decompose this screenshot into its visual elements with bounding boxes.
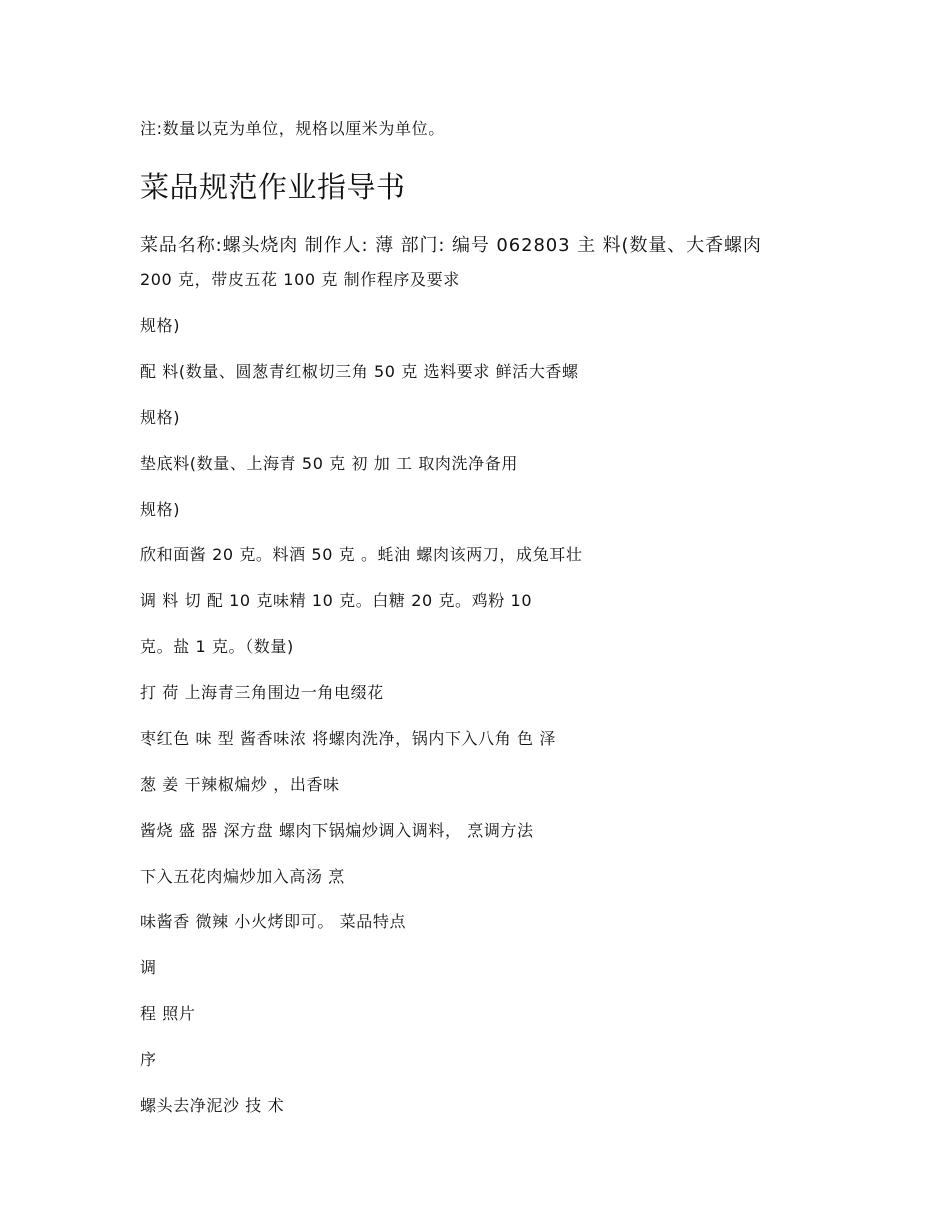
text-line: 规格) bbox=[140, 500, 181, 519]
text-line: 序 bbox=[140, 1050, 157, 1069]
text-line: 酱烧 盛 器 深方盘 螺肉下锅煸炒调入调料， 烹调方法 bbox=[140, 821, 534, 840]
dish-header-line: 菜品名称:螺头烧肉 制作人: 薄 部门: 编号 062803 主 料(数量、大香螺肉 bbox=[140, 235, 762, 256]
document-title: 菜品规范作业指导书 bbox=[140, 170, 406, 204]
text-line: 味酱香 微辣 小火烤即可。 菜品特点 bbox=[140, 912, 407, 931]
text-line: 配 料(数量、圆葱青红椒切三角 50 克 选料要求 鲜活大香螺 bbox=[140, 362, 579, 381]
text-line: 垫底料(数量、上海青 50 克 初 加 工 取肉洗净备用 bbox=[140, 454, 518, 473]
text-line: 螺头去净泥沙 技 术 bbox=[140, 1096, 285, 1115]
text-line: 克。盐 1 克。（数量) bbox=[140, 637, 294, 656]
text-line: 打 荷 上海青三角围边一角电缀花 bbox=[140, 683, 384, 702]
text-line: 200 克，带皮五花 100 克 制作程序及要求 bbox=[140, 270, 460, 289]
text-line: 葱 姜 干辣椒煸炒 ，出香味 bbox=[140, 775, 340, 794]
text-line: 程 照片 bbox=[140, 1004, 196, 1023]
text-line: 下入五花肉煸炒加入高汤 烹 bbox=[140, 867, 345, 886]
unit-note: 注:数量以克为单位，规格以厘米为单位。 bbox=[140, 119, 445, 138]
text-line: 规格) bbox=[140, 408, 181, 427]
text-line: 枣红色 味 型 酱香味浓 将螺肉洗净，锅内下入八角 色 泽 bbox=[140, 729, 556, 748]
text-line: 欣和面酱 20 克。料酒 50 克 。蚝油 螺肉该两刀，成兔耳壮 bbox=[140, 545, 583, 564]
text-line: 调 料 切 配 10 克味精 10 克。白糖 20 克。鸡粉 10 bbox=[140, 591, 533, 610]
text-line: 规格) bbox=[140, 316, 181, 335]
text-line: 调 bbox=[140, 958, 157, 977]
